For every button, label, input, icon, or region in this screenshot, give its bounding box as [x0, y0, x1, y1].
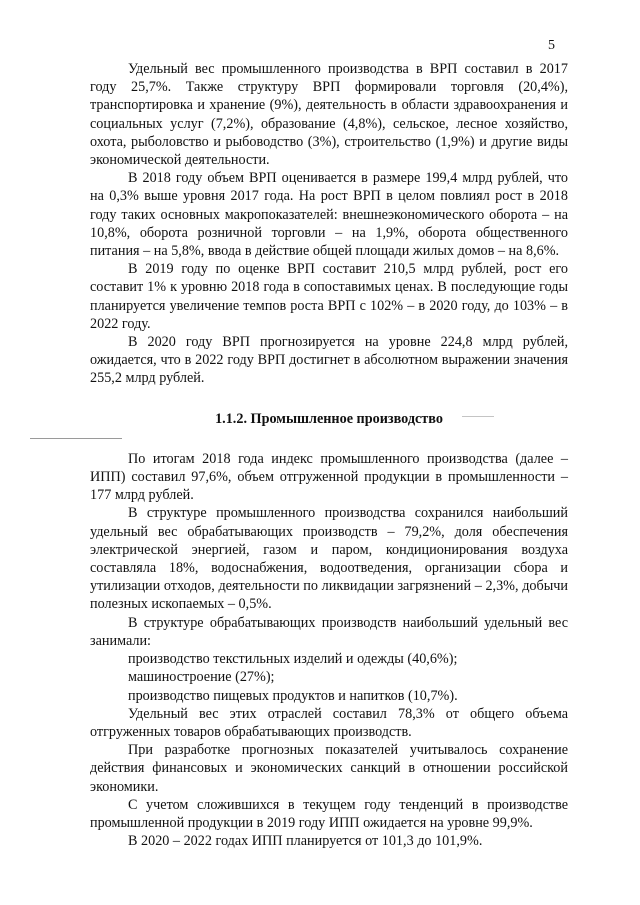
paragraph-ipp-2019: С учетом сложившихся в текущем году тенденций в производстве промышленной продукции в 2019 году ИПП ожидается на уровне 99,9%. — [90, 796, 568, 831]
paragraph-grp-2018: В 2018 году объем ВРП оценивается в размере 199,4 млрд рублей, что на 0,3% выше уровня 2017 года. На рост ВРП в целом повлиял рост в 2018 году таких основных макропоказателей: внешнеэкономического оборота – на 10,8%, оборота розничной торговли – на 1,9%, оборота общественного питания – на 5,8%, ввода в действие общей площади жилых домов – на 8,6%. — [90, 170, 568, 260]
paragraph-sanctions: При разработке прогнозных показателей учитывалось сохранение действия финансовых и экономических санкций в отношении российской экономики. — [90, 742, 568, 795]
paragraph-ipp-2018: По итогам 2018 года индекс промышленного производства (далее – ИПП) составил 97,6%, объем отгруженной продукции в промышленности – 177 млрд рублей. — [90, 450, 568, 504]
list-item: производство пищевых продуктов и напитков (10,7%). — [128, 687, 458, 704]
paragraph-grp-2020: В 2020 году ВРП прогнозируется на уровне 224,8 млрд рублей, ожидается, что в 2022 году ВРП достигнет в абсолютном выражении значения 255,2 млрд рублей. — [90, 334, 568, 387]
paragraph-industry-structure: В структуре промышленного производства сохранился наибольший удельный вес обрабатывающих производств – 79,2%, доля обеспечения электрической энергией, газом и паром, кондиционирования воздуха составляла 18%, водоснабжения, водоотведения, организации сбора и утилизации отходов, деятельности по ликвидации загрязнений – 2,3%, добычи полезных ископаемых – 0,5%. — [90, 505, 568, 613]
paragraph-grp-structure: Удельный вес промышленного производства в ВРП составил в 2017 году 25,7%. Также структуру ВРП формировали торговля (20,4%), транспортировка и хранение (9%), деятельность в области здравоохранения и социальных услуг (7,2%), образование (4,8%), сельское, лесное хозяйство, охота, рыболовство и рыбоводство (3%), строительство (1,9%) и другие виды экономической деятельности. — [90, 61, 568, 169]
list-item: производство текстильных изделий и одежды (40,6%); — [128, 651, 458, 668]
section-heading: 1.1.2. Промышленное производство — [215, 410, 443, 427]
paragraph-sector-share: Удельный вес этих отраслей составил 78,3% от общего объема отгруженных товаров обрабатывающих производств. — [90, 705, 568, 740]
paragraph-grp-2019: В 2019 году по оценке ВРП составит 210,5 млрд рублей, рост его составит 1% к уровню 2018 года в сопоставимых ценах. В последующие годы планируется увеличение темпов роста ВРП с 102% – в 2020 году, до 103% – в 2022 году. — [90, 261, 568, 332]
list-item: машиностроение (27%); — [128, 669, 275, 686]
page-number: 5 — [548, 38, 555, 53]
paragraph-manufacturing-intro: В структуре обрабатывающих производств наибольший удельный вес занимали: — [90, 614, 568, 649]
document-body — [90, 60, 568, 850]
paragraph-ipp-forecast: В 2020 – 2022 годах ИПП планируется от 101,3 до 101,9%. — [128, 833, 483, 850]
